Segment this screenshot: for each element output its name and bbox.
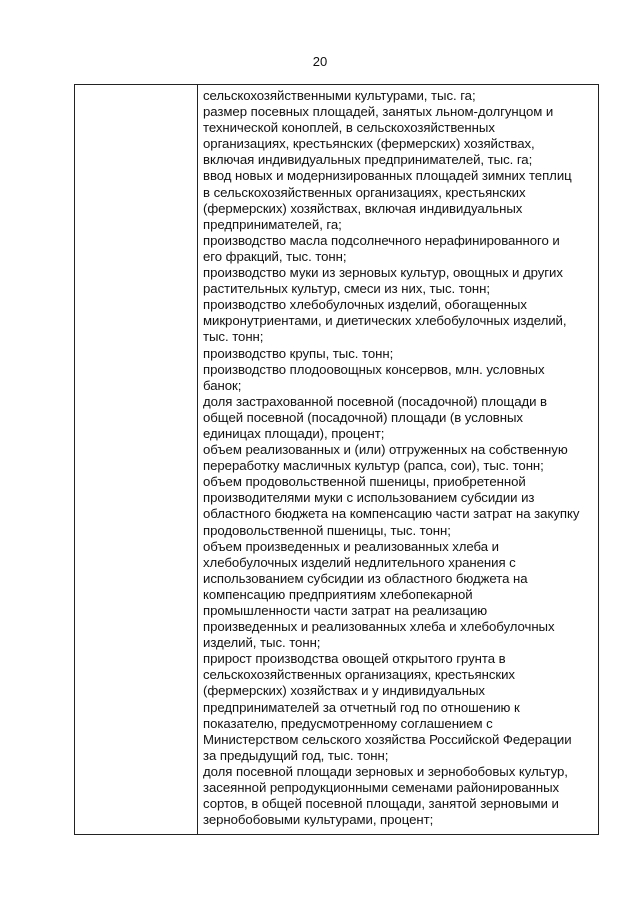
text-line: единицах площади), процент; <box>203 425 385 441</box>
text-line: продовольственной пшеницы, тыс. тонн; <box>203 522 451 538</box>
page-number: 20 <box>312 54 328 69</box>
text-line: производителями муки с использованием субсидии из <box>203 490 535 506</box>
text-line: тыс. тонн; <box>203 329 264 345</box>
text-line: растительных культур, смеси из них, тыс. тонн; <box>203 281 490 297</box>
table-left-column <box>75 85 198 834</box>
text-line: объем реализованных и (или) отгруженных на собственную <box>203 442 568 458</box>
text-line: организациях, крестьянских (фермерских) хозяйствах, <box>203 136 535 152</box>
text-line: производство хлебобулочных изделий, обогащенных <box>203 297 527 313</box>
text-line: прирост производства овощей открытого грунта в <box>203 651 506 667</box>
text-line: хлебобулочных изделий недлительного хранения с <box>203 554 516 570</box>
text-line: за предыдущий год, тыс. тонн; <box>203 747 389 763</box>
text-line: (фермерских) хозяйствах и у индивидуальных <box>203 683 485 699</box>
text-line: использованием субсидии из областного бюджета на <box>203 570 528 586</box>
text-line: произведенных и реализованных хлеба и хлебобулочных <box>203 619 555 635</box>
text-line: производство масла подсолнечного нерафинированного и <box>203 232 560 248</box>
text-line: изделий, тыс. тонн; <box>203 635 321 651</box>
text-line: зернобобовыми культурами, процент; <box>203 812 434 828</box>
text-line: производство крупы, тыс. тонн; <box>203 345 394 361</box>
text-line: объем произведенных и реализованных хлеба и <box>203 538 499 554</box>
text-line: сельскохозяйственных организациях, крестьянских <box>203 667 515 683</box>
text-line: ввод новых и модернизированных площадей зимних теплиц <box>203 168 572 184</box>
text-line: промышленности части затрат на реализацию <box>203 603 488 618</box>
text-line: в сельскохозяйственных организациях, крестьянских <box>203 184 526 200</box>
text-line: доля застрахованной посевной (посадочной) площади в <box>203 393 548 409</box>
text-line: засеянной репродукционными семенами районированных <box>203 780 560 796</box>
text-line: включая индивидуальных предпринимателей, тыс. га; <box>203 152 533 168</box>
text-line: показателю, предусмотренному соглашением с <box>203 715 493 731</box>
text-line: объем продовольственной пшеницы, приобретенной <box>203 474 526 490</box>
table-right-column <box>198 85 598 834</box>
text-line: общей посевной (посадочной) площади (в условных <box>203 409 523 425</box>
text-line: (фермерских) хозяйствах, включая индивидуальных <box>203 200 523 216</box>
document-table <box>74 84 599 835</box>
text-line: предпринимателей за отчетный год по отношению к <box>203 699 520 715</box>
text-line: размер посевных площадей, занятых льном-долгунцом и <box>203 104 554 120</box>
text-line: доля посевной площади зерновых и зернобобовых культур, <box>203 763 568 779</box>
text-line: компенсацию предприятиям хлебопекарной <box>203 586 473 602</box>
text-line: банок; <box>203 377 242 393</box>
text-line: сельскохозяйственными культурами, тыс. га; <box>203 88 476 103</box>
text-line: сортов, в общей посевной площади, занятой зерновыми и <box>203 796 559 812</box>
text-line: микронутриентами, и диетических хлебобулочных изделий, <box>203 313 567 329</box>
text-line: его фракций, тыс. тонн; <box>203 248 347 264</box>
text-line: производство муки из зерновых культур, овощных и других <box>203 265 563 281</box>
text-line: предпринимателей, га; <box>203 216 342 232</box>
text-line: областного бюджета на компенсацию части затрат на закупку <box>203 506 580 522</box>
text-line: производство плодоовощных консервов, млн. условных <box>203 361 545 377</box>
text-line: технической коноплей, в сельскохозяйственных <box>203 120 495 136</box>
text-line: Министерством сельского хозяйства Российской Федерации <box>203 731 572 747</box>
text-line: переработку масличных культур (рапса, сои), тыс. тонн; <box>203 458 544 474</box>
